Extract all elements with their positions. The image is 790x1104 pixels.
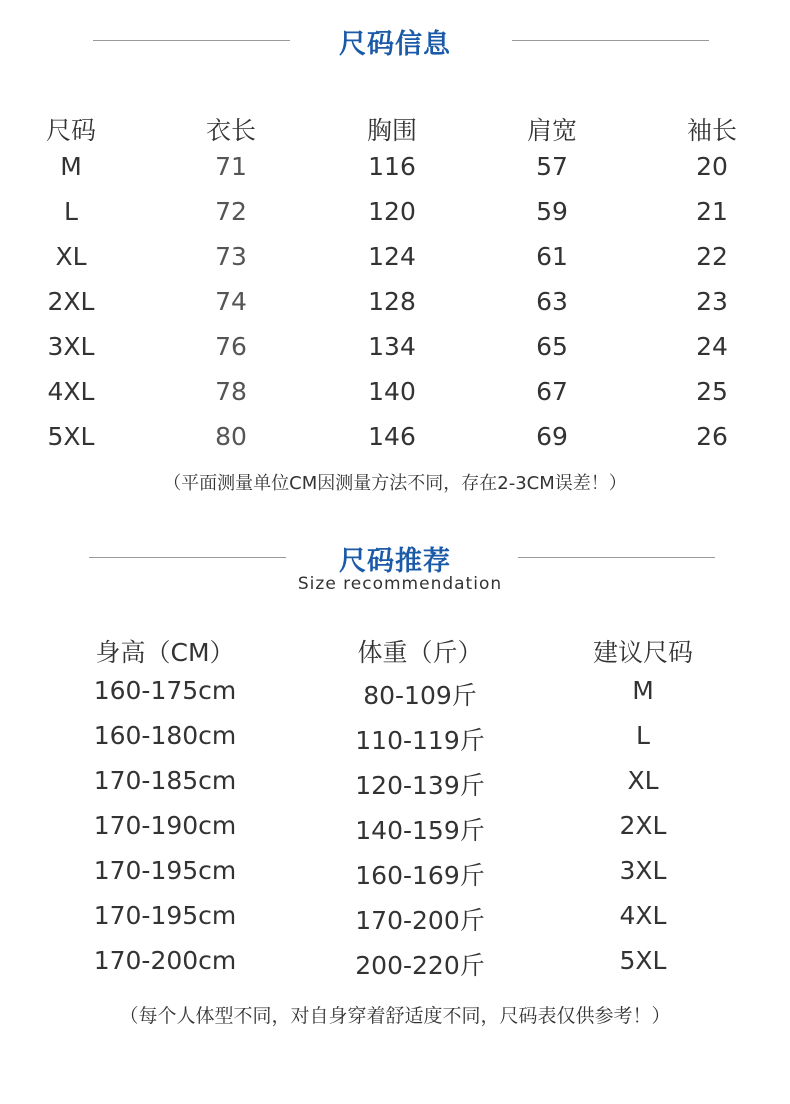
cell-chest: 146: [368, 422, 416, 451]
cell-sleeve: 23: [696, 287, 728, 316]
cell-size: M: [60, 152, 82, 181]
cell-chest: 120: [368, 197, 416, 226]
cell-length: 71: [215, 152, 247, 181]
cell-shoulder: 65: [536, 332, 568, 361]
column-header-shoulder: 肩宽: [526, 116, 577, 145]
cell-shoulder: 67: [536, 377, 568, 406]
cell-height: 170-195cm: [93, 901, 237, 930]
cell-sleeve: 22: [696, 242, 728, 271]
cell-sleeve: 25: [696, 377, 728, 406]
cell-suggested-size: L: [636, 721, 650, 750]
cell-shoulder: 59: [536, 197, 568, 226]
cell-suggested-size: M: [632, 676, 654, 705]
cell-suggested-size: XL: [627, 766, 659, 795]
cell-suggested-size: 4XL: [619, 901, 667, 930]
cell-length: 76: [215, 332, 247, 361]
column-header-chest: 胸围: [366, 116, 417, 145]
cell-height: 170-185cm: [93, 766, 237, 795]
size-info-title: 尺码信息: [339, 29, 451, 60]
cell-height: 160-180cm: [93, 721, 237, 750]
cell-chest: 128: [368, 287, 416, 316]
cell-weight: 200-220斤: [355, 951, 485, 980]
column-header-size: 尺码: [45, 116, 96, 145]
cell-size: 4XL: [47, 377, 95, 406]
cell-length: 78: [215, 377, 247, 406]
column-header-suggested-size: 建议尺码: [592, 638, 693, 667]
cell-shoulder: 61: [536, 242, 568, 271]
cell-suggested-size: 2XL: [619, 811, 667, 840]
cell-size: XL: [55, 242, 87, 271]
cell-size: 5XL: [47, 422, 95, 451]
cell-length: 74: [215, 287, 247, 316]
size-rec-title: 尺码推荐: [339, 546, 451, 577]
column-header-height: 身高（CM）: [95, 638, 235, 667]
cell-weight: 120-139斤: [355, 771, 485, 800]
cell-length: 73: [215, 242, 247, 271]
cell-shoulder: 69: [536, 422, 568, 451]
cell-height: 170-195cm: [93, 856, 237, 885]
cell-height: 170-190cm: [93, 811, 237, 840]
column-header-length: 衣长: [205, 116, 256, 145]
size-rec-subtitle: Size recommendation: [297, 574, 503, 594]
cell-suggested-size: 3XL: [619, 856, 667, 885]
cell-size: 2XL: [47, 287, 95, 316]
column-header-sleeve: 袖长: [686, 116, 737, 145]
cell-size: L: [64, 197, 78, 226]
cell-weight: 170-200斤: [355, 906, 485, 935]
cell-shoulder: 57: [536, 152, 568, 181]
cell-chest: 116: [368, 152, 416, 181]
size-info-note: （平面测量单位CM因测量方法不同，存在2-3CM误差！）: [163, 473, 627, 494]
cell-length: 80: [215, 422, 247, 451]
cell-shoulder: 63: [536, 287, 568, 316]
cell-chest: 134: [368, 332, 416, 361]
cell-weight: 80-109斤: [363, 681, 477, 710]
cell-chest: 140: [368, 377, 416, 406]
cell-sleeve: 21: [696, 197, 728, 226]
cell-chest: 124: [368, 242, 416, 271]
column-header-weight: 体重（斤）: [357, 638, 483, 667]
cell-sleeve: 26: [696, 422, 728, 451]
cell-sleeve: 20: [696, 152, 728, 181]
cell-height: 170-200cm: [93, 946, 237, 975]
cell-weight: 160-169斤: [355, 861, 485, 890]
cell-size: 3XL: [47, 332, 95, 361]
cell-sleeve: 24: [696, 332, 728, 361]
cell-height: 160-175cm: [93, 676, 237, 705]
cell-length: 72: [215, 197, 247, 226]
cell-suggested-size: 5XL: [619, 946, 667, 975]
cell-weight: 110-119斤: [355, 726, 485, 755]
cell-weight: 140-159斤: [355, 816, 485, 845]
size-rec-note: （每个人体型不同，对自身穿着舒适度不同，尺码表仅供参考！）: [119, 1005, 671, 1027]
